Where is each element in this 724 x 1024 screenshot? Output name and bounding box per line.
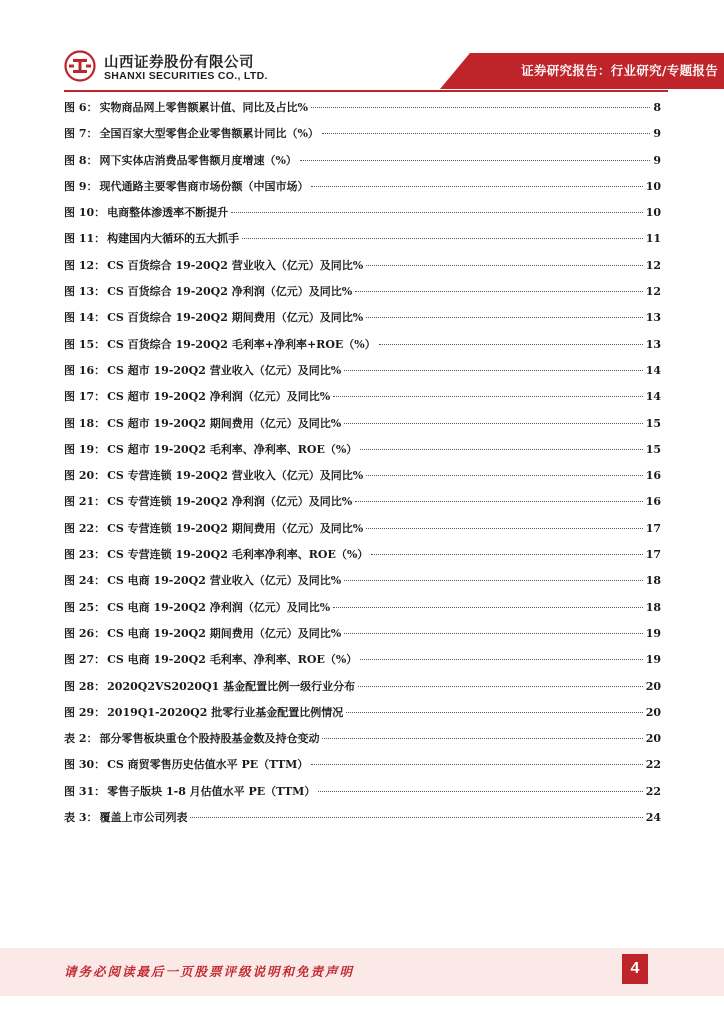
toc-entry-page: 15 bbox=[645, 442, 661, 456]
toc-entry-title: 2019Q1-2020Q2 批零行业基金配置比例情况 bbox=[107, 705, 344, 719]
toc-entry[interactable] bbox=[64, 516, 661, 542]
toc-entry[interactable] bbox=[64, 568, 661, 594]
toc-dot-leader bbox=[344, 370, 642, 371]
toc-entry-label: 图 13： bbox=[64, 285, 106, 299]
toc-entry-page: 10 bbox=[645, 206, 661, 220]
toc-entry[interactable] bbox=[64, 700, 661, 726]
toc-entry-label: 图 24： bbox=[64, 574, 106, 588]
toc-entry-page: 17 bbox=[645, 521, 661, 535]
toc-entry-page: 9 bbox=[653, 153, 661, 167]
toc-entry-title: CS 超市 19-20Q2 净利润（亿元）及同比% bbox=[107, 390, 331, 404]
toc-entry-label: 图 16： bbox=[64, 363, 106, 377]
toc-entry[interactable] bbox=[64, 384, 661, 410]
toc-entry[interactable] bbox=[64, 595, 661, 621]
toc-entry-label: 表 2： bbox=[64, 732, 98, 746]
toc-entry-label: 图 12： bbox=[64, 258, 106, 272]
footer-disclaimer: 请务必阅读最后一页股票评级说明和免责声明 bbox=[64, 964, 355, 979]
toc-entry-page: 8 bbox=[653, 101, 661, 114]
toc-entry-page: 9 bbox=[653, 127, 661, 141]
toc-entry-title: 零售子版块 1-8 月估值水平 PE（TTM） bbox=[107, 784, 316, 798]
toc-dot-leader bbox=[231, 212, 643, 213]
page-number: 4 bbox=[622, 954, 648, 984]
toc-dot-leader bbox=[366, 265, 642, 266]
toc-entry[interactable] bbox=[64, 279, 661, 305]
toc-entry[interactable] bbox=[64, 121, 661, 147]
toc-entry[interactable] bbox=[64, 463, 661, 489]
toc-entry-label: 图 25： bbox=[64, 600, 106, 614]
toc-entry[interactable] bbox=[64, 253, 661, 279]
toc-entry-title: 构建国内大循环的五大抓手 bbox=[107, 232, 240, 246]
toc-entry-title: 覆盖上市公司列表 bbox=[99, 811, 188, 825]
toc-entry-label: 表 3： bbox=[64, 811, 98, 825]
toc-entry[interactable] bbox=[64, 95, 661, 121]
toc-dot-leader bbox=[333, 396, 642, 397]
toc-entry[interactable] bbox=[64, 779, 661, 805]
toc-dot-leader bbox=[190, 817, 642, 818]
toc-entry-label: 图 11： bbox=[64, 232, 106, 246]
toc-entry-page: 13 bbox=[645, 337, 661, 351]
toc-entry-title: CS 电商 19-20Q2 净利润（亿元）及同比% bbox=[107, 600, 331, 614]
toc-dot-leader bbox=[366, 317, 642, 318]
toc-entry-title: CS 商贸零售历史估值水平 PE（TTM） bbox=[107, 758, 309, 772]
toc-entry-page: 24 bbox=[645, 811, 661, 825]
toc-entry-page: 16 bbox=[645, 495, 661, 509]
toc-entry[interactable] bbox=[64, 752, 661, 778]
toc-entry-page: 20 bbox=[645, 679, 661, 693]
report-type-label: 证券研究报告：行业研究/专题报告 bbox=[521, 63, 718, 78]
toc-entry-label: 图 26： bbox=[64, 626, 106, 640]
toc-dot-leader bbox=[333, 607, 642, 608]
toc-entry-label: 图 22： bbox=[64, 521, 106, 535]
toc-entry-page: 22 bbox=[645, 784, 661, 798]
toc-dot-leader bbox=[242, 238, 643, 239]
toc-entry-page: 22 bbox=[645, 758, 661, 772]
toc-dot-leader bbox=[371, 554, 642, 555]
toc-entry-page: 12 bbox=[645, 258, 661, 272]
toc-entry-label: 图 29： bbox=[64, 705, 106, 719]
toc-entry[interactable] bbox=[64, 805, 661, 831]
page-header bbox=[0, 0, 724, 96]
toc-entry-title: CS 超市 19-20Q2 营业收入（亿元）及同比% bbox=[107, 363, 342, 377]
toc-dot-leader bbox=[311, 186, 642, 187]
toc-entry-page: 17 bbox=[645, 548, 661, 562]
toc-entry[interactable] bbox=[64, 226, 661, 252]
company-name-en: SHANXI SECURITIES CO., LTD. bbox=[104, 70, 268, 82]
toc-entry-label: 图 18： bbox=[64, 416, 106, 430]
toc-dot-leader bbox=[355, 501, 642, 502]
toc-entry-label: 图 28： bbox=[64, 679, 106, 693]
toc-entry[interactable] bbox=[64, 674, 661, 700]
company-logo-icon bbox=[64, 50, 96, 82]
toc-entry[interactable] bbox=[64, 726, 661, 752]
toc-entry-title: CS 专营连锁 19-20Q2 期间费用（亿元）及同比% bbox=[107, 521, 364, 535]
toc-entry-title: CS 电商 19-20Q2 期间费用（亿元）及同比% bbox=[107, 626, 342, 640]
toc-entry-page: 10 bbox=[645, 179, 661, 193]
toc-dot-leader bbox=[311, 764, 642, 765]
toc-entry-page: 15 bbox=[645, 416, 661, 430]
toc-entry-title: CS 专营连锁 19-20Q2 营业收入（亿元）及同比% bbox=[107, 469, 364, 483]
toc-entry-title: 全国百家大型零售企业零售额累计同比（%） bbox=[99, 127, 319, 141]
toc-dot-leader bbox=[366, 475, 642, 476]
toc-entry-title: CS 百货综合 19-20Q2 毛利率+净利率+ROE（%） bbox=[107, 337, 376, 351]
toc-entry-label: 图 10： bbox=[64, 206, 106, 220]
toc-dot-leader bbox=[379, 344, 643, 345]
toc-dot-leader bbox=[300, 160, 650, 161]
toc-entry-title: 电商整体渗透率不断提升 bbox=[107, 206, 229, 220]
toc-entry-title: CS 电商 19-20Q2 营业收入（亿元）及同比% bbox=[107, 574, 342, 588]
toc-entry-title: CS 专营连锁 19-20Q2 毛利率净利率、ROE（%） bbox=[107, 548, 369, 562]
toc-entry-label: 图 15： bbox=[64, 337, 106, 351]
toc-entry-page: 20 bbox=[645, 705, 661, 719]
toc-entry-label: 图 27： bbox=[64, 653, 106, 667]
toc-entry-label: 图 6： bbox=[64, 101, 98, 114]
toc-entry-label: 图 8： bbox=[64, 153, 98, 167]
toc-entry-page: 16 bbox=[645, 469, 661, 483]
toc-entry[interactable] bbox=[64, 200, 661, 226]
toc-entry-label: 图 31： bbox=[64, 784, 106, 798]
toc-entry-page: 18 bbox=[645, 600, 661, 614]
toc-dot-leader bbox=[360, 449, 642, 450]
toc-entry-label: 图 9： bbox=[64, 179, 98, 193]
toc-entry-page: 20 bbox=[645, 732, 661, 746]
toc-entry-label: 图 20： bbox=[64, 469, 106, 483]
toc-entry-title: CS 超市 19-20Q2 毛利率、净利率、ROE（%） bbox=[107, 442, 358, 456]
header-divider bbox=[64, 90, 668, 92]
toc-entry-page: 19 bbox=[645, 626, 661, 640]
toc-entry-page: 11 bbox=[645, 232, 661, 246]
toc-entry[interactable] bbox=[64, 411, 661, 437]
toc-entry[interactable] bbox=[64, 489, 661, 515]
toc-entry[interactable] bbox=[64, 358, 661, 384]
toc-entry-label: 图 7： bbox=[64, 127, 98, 141]
toc-entry-page: 19 bbox=[645, 653, 661, 667]
toc-entry-page: 14 bbox=[645, 390, 661, 404]
toc-entry-label: 图 19： bbox=[64, 442, 106, 456]
toc-entry[interactable] bbox=[64, 148, 661, 174]
toc-entry-title: CS 专营连锁 19-20Q2 净利润（亿元）及同比% bbox=[107, 495, 353, 509]
toc-entry-title: CS 百货综合 19-20Q2 期间费用（亿元）及同比% bbox=[107, 311, 364, 325]
toc-entry-page: 14 bbox=[645, 363, 661, 377]
toc-entry-title: 部分零售板块重仓个股持股基金数及持仓变动 bbox=[99, 732, 320, 746]
toc-dot-leader bbox=[366, 528, 642, 529]
toc-entry-page: 18 bbox=[645, 574, 661, 588]
toc-entry-page: 12 bbox=[645, 285, 661, 299]
toc-dot-leader bbox=[322, 133, 650, 134]
toc-dot-leader bbox=[346, 712, 642, 713]
toc-dot-leader bbox=[344, 633, 642, 634]
toc-dot-leader bbox=[318, 791, 642, 792]
toc-entry[interactable] bbox=[64, 437, 661, 463]
toc-dot-leader bbox=[358, 686, 643, 687]
toc-entry-label: 图 30： bbox=[64, 758, 106, 772]
toc-dot-leader bbox=[355, 291, 642, 292]
toc-dot-leader bbox=[344, 580, 642, 581]
toc-entry-title: CS 电商 19-20Q2 毛利率、净利率、ROE（%） bbox=[107, 653, 358, 667]
toc-dot-leader bbox=[322, 738, 642, 739]
toc-entry[interactable] bbox=[64, 332, 661, 358]
toc-entry[interactable] bbox=[64, 621, 661, 647]
company-name-cn: 山西证券股份有限公司 bbox=[104, 55, 254, 71]
toc-entry-title: 2020Q2VS2020Q1 基金配置比例一级行业分布 bbox=[107, 679, 356, 693]
toc-entry-label: 图 17： bbox=[64, 390, 106, 404]
toc-entry-title: CS 百货综合 19-20Q2 营业收入（亿元）及同比% bbox=[107, 258, 364, 272]
toc-dot-leader bbox=[344, 423, 642, 424]
toc-entry-label: 图 21： bbox=[64, 495, 106, 509]
toc-entry-page: 13 bbox=[645, 311, 661, 325]
toc-entry-title: 实物商品网上零售额累计值、同比及占比% bbox=[99, 101, 308, 114]
figure-list bbox=[64, 95, 661, 831]
toc-entry-title: 网下实体店消费品零售额月度增速（%） bbox=[99, 153, 297, 167]
toc-entry-label: 图 23： bbox=[64, 548, 106, 562]
toc-entry[interactable] bbox=[64, 174, 661, 200]
toc-entry[interactable] bbox=[64, 542, 661, 568]
toc-entry-title: CS 超市 19-20Q2 期间费用（亿元）及同比% bbox=[107, 416, 342, 430]
toc-dot-leader bbox=[360, 659, 642, 660]
toc-entry-title: 现代通路主要零售商市场份额（中国市场） bbox=[99, 179, 309, 193]
toc-dot-leader bbox=[311, 107, 650, 108]
toc-entry-label: 图 14： bbox=[64, 311, 106, 325]
toc-entry[interactable] bbox=[64, 647, 661, 673]
toc-entry[interactable] bbox=[64, 305, 661, 331]
toc-entry-title: CS 百货综合 19-20Q2 净利润（亿元）及同比% bbox=[107, 285, 353, 299]
